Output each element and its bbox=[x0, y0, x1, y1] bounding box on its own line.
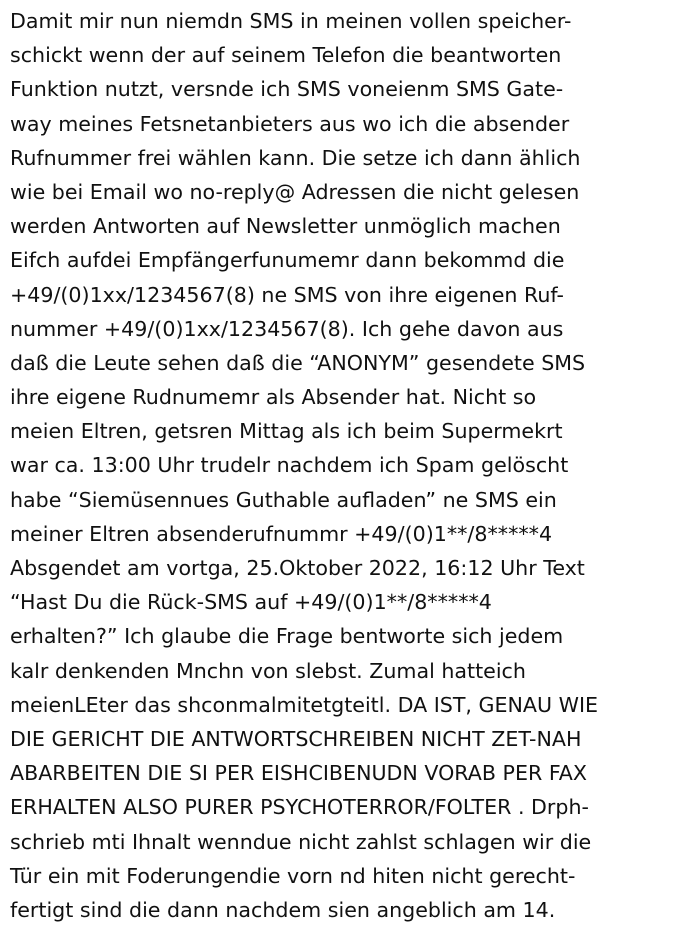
body-text bbox=[10, 4, 678, 927]
text-line: meien Eltren, getsren Mittag als ich beim Supermekrt bbox=[10, 419, 563, 444]
text-line: Absgendet am vortga, 25.Oktober 2022, 16:12 Uhr Text bbox=[10, 556, 585, 580]
text-line: meienLEter das shconmalmitetgteitl. DA IST, GENAU WIE bbox=[10, 692, 599, 717]
text-line: fertigt sind die dann nachdem sien angeblich am 14. bbox=[10, 897, 556, 922]
text-line: werden Antworten auf Newsletter unmöglich machen bbox=[10, 214, 561, 239]
text-line: ERHALTEN ALSO PURER PSYCHOTERROR/FOLTER . Drph- bbox=[10, 795, 589, 820]
text-line: nummer +49/(0)1xx/1234567(8). Ich gehe davon aus bbox=[10, 316, 564, 341]
text-line: kalr denkenden Mnchn von slebst. Zumal hatteich bbox=[10, 658, 526, 683]
text-line: habe “Siemüsennues Guthable aufladen” ne SMS ein bbox=[10, 487, 557, 512]
text-line: war ca. 13:00 Uhr trudelr nachdem ich Spam gelöscht bbox=[10, 453, 569, 478]
text-line: Tür ein mit Foderungendie vorn nd hiten nicht gerecht- bbox=[10, 863, 576, 888]
text-line: meiner Eltren absenderufnummr +49/(0)1**/8*****4 bbox=[10, 521, 553, 546]
text-line: schickt wenn der auf seinem Telefon die beantworten bbox=[10, 43, 562, 68]
text-line: Damit mir nun niemdn SMS in meinen vollen speicher- bbox=[10, 9, 572, 33]
text-line: Funktion nutzt, versnde ich SMS voneienm SMS Gate- bbox=[10, 77, 564, 102]
text-line: +49/(0)1xx/1234567(8) ne SMS von ihre eigenen Ruf- bbox=[10, 282, 564, 307]
text-line: erhalten?” Ich glaube die Frage bentworte sich jedem bbox=[10, 624, 564, 649]
text-line: Eifch aufdei Empfängerfunumemr dann bekommd die bbox=[10, 248, 565, 273]
text-line: way meines Fetsnetanbieters aus wo ich die absender bbox=[10, 111, 570, 136]
text-line: Rufnummer frei wählen kann. Die setze ich dann ählich bbox=[10, 145, 581, 170]
text-line: schrieb mti Ihnalt wenndue nicht zahlst schlagen wir die bbox=[10, 829, 592, 854]
text-line: “Hast Du die Rück-SMS auf +49/(0)1**/8*****4 bbox=[10, 590, 492, 615]
text-line: DIE GERICHT DIE ANTWORTSCHREIBEN NICHT ZET-NAH bbox=[10, 726, 582, 751]
text-line: wie bei Email wo no-reply@ Adressen die nicht gelesen bbox=[10, 179, 580, 204]
text-line: ABARBEITEN DIE SI PER EISHCIBENUDN VORAB PER FAX bbox=[10, 761, 587, 786]
text-line: daß die Leute sehen daß die “ANONYM” gesendete SMS bbox=[10, 350, 586, 375]
text-line: ihre eigene Rudnumemr als Absender hat. Nicht so bbox=[10, 385, 537, 410]
